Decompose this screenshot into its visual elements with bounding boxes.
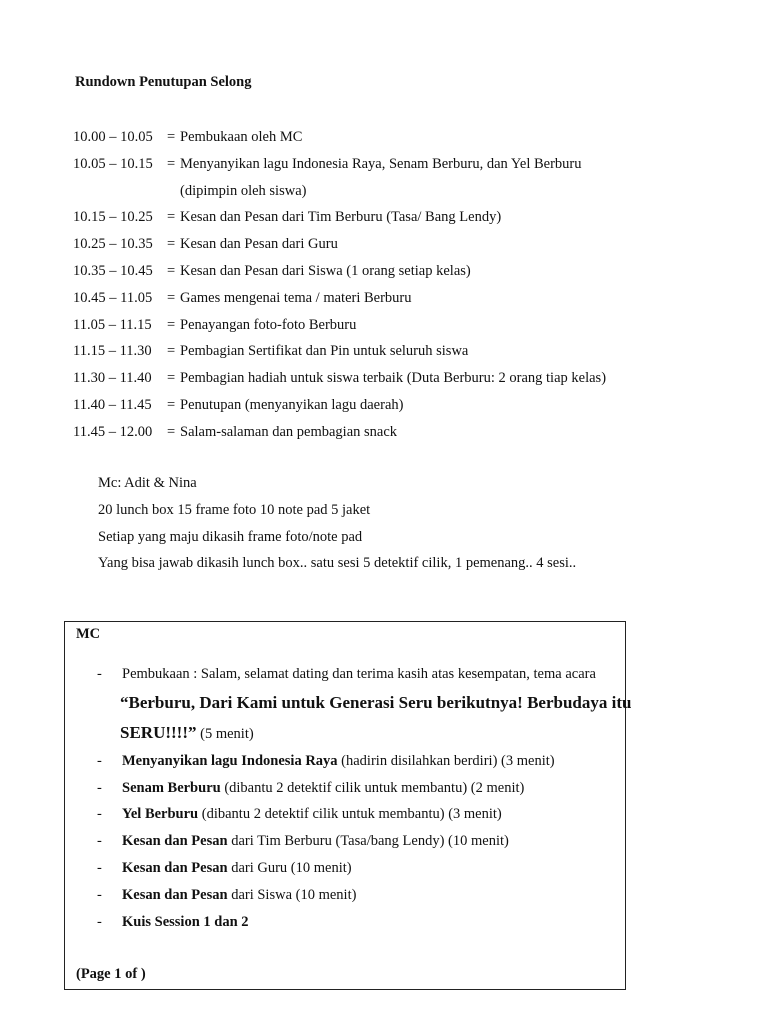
equals-sign: = [167,155,176,172]
mc-item-bold: Menyanyikan lagu Indonesia Raya [122,752,338,769]
schedule-desc: Pembagian hadiah untuk siswa terbaik (Duta Berburu: 2 orang tiap kelas) [180,370,607,387]
mc-item-bold: Kesan dan Pesan [122,833,228,850]
equals-sign: = [167,209,176,226]
schedule-time: 10.45 – 11.05 [73,289,153,306]
mc-item [65,828,625,855]
mc-item-list [65,661,632,935]
note-line: Yang bisa jawab dikasih lunch box.. satu sesi 5 detektif cilik, 1 pemenang.. 4 sesi.. [98,555,577,572]
bullet-dash: - [97,779,102,796]
schedule-time: 11.45 – 12.00 [73,423,153,440]
schedule-row [73,285,606,312]
mc-item-text [122,801,502,828]
schedule-time: 11.30 – 11.40 [73,370,152,387]
theme-quote: SERU!!!!” [120,722,197,742]
mc-item-bold: Kuis Session 1 dan 2 [122,913,249,930]
schedule-row [73,312,606,339]
equals-sign: = [167,129,176,145]
mc-item [65,882,625,909]
schedule-time: 10.35 – 10.45 [73,262,153,279]
schedule-row [73,151,606,178]
theme-quote-line [65,718,625,748]
equals-sign: = [167,370,176,387]
page-footer: (Page 1 of ) [76,966,146,982]
schedule-desc: Pembagian Sertifikat dan Pin untuk seluruh siswa [180,343,469,360]
mc-item-text [122,882,356,909]
mc-item [65,855,625,882]
schedule-desc: Salam-salaman dan pembagian snack [180,423,398,440]
mc-item-text: Pembukaan : Salam, selamat dating dan terima kasih atas kesempatan, tema acara [122,666,596,682]
mc-item-bold: Kesan dan Pesan [122,886,228,903]
equals-sign: = [167,343,176,360]
bullet-dash: - [97,806,102,823]
mc-item-rest: dari Guru (10 menit) [227,859,352,876]
mc-heading: MC [76,626,101,642]
theme-quote-end [120,718,254,749]
mc-item-bold: Senam Berburu [122,779,221,796]
mc-item-bold: Kesan dan Pesan [122,859,228,876]
bullet-dash: - [97,752,102,769]
bullet-dash: - [97,886,102,903]
schedule-row [73,365,606,392]
mc-item-bold: Yel Berburu [122,806,199,823]
schedule-time: 10.25 – 10.35 [73,236,153,253]
mc-item-rest: (dibantu 2 detektif cilik untuk membantu) (3 menit) [198,806,502,823]
schedule-row [73,419,606,446]
schedule-row-continuation: (dipimpin oleh siswa) [180,182,307,199]
mc-item [65,775,625,802]
schedule-row [73,338,606,365]
mc-item-rest: dari Tim Berburu (Tasa/bang Lendy) (10 menit) [227,833,509,850]
schedule-row [73,124,606,151]
theme-quote: “Berburu, Dari Kami untuk Generasi Seru berikutnya! Berbudaya itu [120,692,632,712]
mc-item [65,909,625,936]
equals-sign: = [167,396,176,413]
schedule-desc: Kesan dan Pesan dari Tim Berburu (Tasa/ Bang Lendy) [180,209,502,226]
mc-item-text [122,855,352,882]
schedule-row [73,204,606,231]
mc-item-text [122,748,555,775]
mc-item [65,801,625,828]
schedule-desc: Pembukaan oleh MC [180,129,303,145]
schedule-desc: Kesan dan Pesan dari Guru [180,236,338,253]
mc-item [65,661,625,688]
schedule-row [73,258,606,285]
document-title: Rundown Penutupan Selong [75,74,252,90]
schedule-desc: Penayangan foto-foto Berburu [180,316,357,333]
schedule-row [73,392,606,419]
equals-sign: = [167,423,176,440]
note-line: Setiap yang maju dikasih frame foto/note pad [98,528,363,545]
note-line: 20 lunch box 15 frame foto 10 note pad 5 jaket [98,501,371,518]
mc-item-rest: (hadirin disilahkan berdiri) (3 menit) [337,752,555,769]
notes-block [98,470,576,577]
equals-sign: = [167,316,176,333]
schedule-desc: Kesan dan Pesan dari Siswa (1 orang setiap kelas) [180,262,471,279]
mc-item [65,748,625,775]
theme-quote-line [65,688,632,718]
schedule-desc: Penutupan (menyanyikan lagu daerah) [180,396,404,413]
schedule-time: 10.05 – 10.15 [73,155,153,172]
duration-text: (5 menit) [200,725,254,742]
schedule-time: 10.00 – 10.05 [73,129,153,145]
schedule-list [73,124,606,446]
mc-item-rest: dari Siswa (10 menit) [227,886,357,903]
note-line: Mc: Adit & Nina [98,475,197,491]
mc-item-text [122,775,524,802]
mc-item-rest: (dibantu 2 detektif cilik untuk membantu) (2 menit) [220,779,525,796]
mc-script-box [64,621,632,990]
schedule-time: 11.15 – 11.30 [73,343,152,360]
schedule-time: 11.40 – 11.45 [73,396,152,413]
schedule-row [73,231,606,258]
schedule-time: 10.15 – 10.25 [73,209,153,226]
schedule-desc: Games mengenai tema / materi Berburu [180,289,412,306]
schedule-desc: Menyanyikan lagu Indonesia Raya, Senam Berburu, dan Yel Berburu [180,155,582,172]
bullet-dash: - [97,666,102,682]
bullet-dash: - [97,833,102,850]
mc-item-text [122,828,509,855]
equals-sign: = [167,289,176,306]
bullet-dash: - [97,859,102,876]
equals-sign: = [167,262,176,279]
schedule-time: 11.05 – 11.15 [73,316,152,333]
mc-item-text [122,909,249,936]
bullet-dash: - [97,913,102,930]
equals-sign: = [167,236,176,253]
